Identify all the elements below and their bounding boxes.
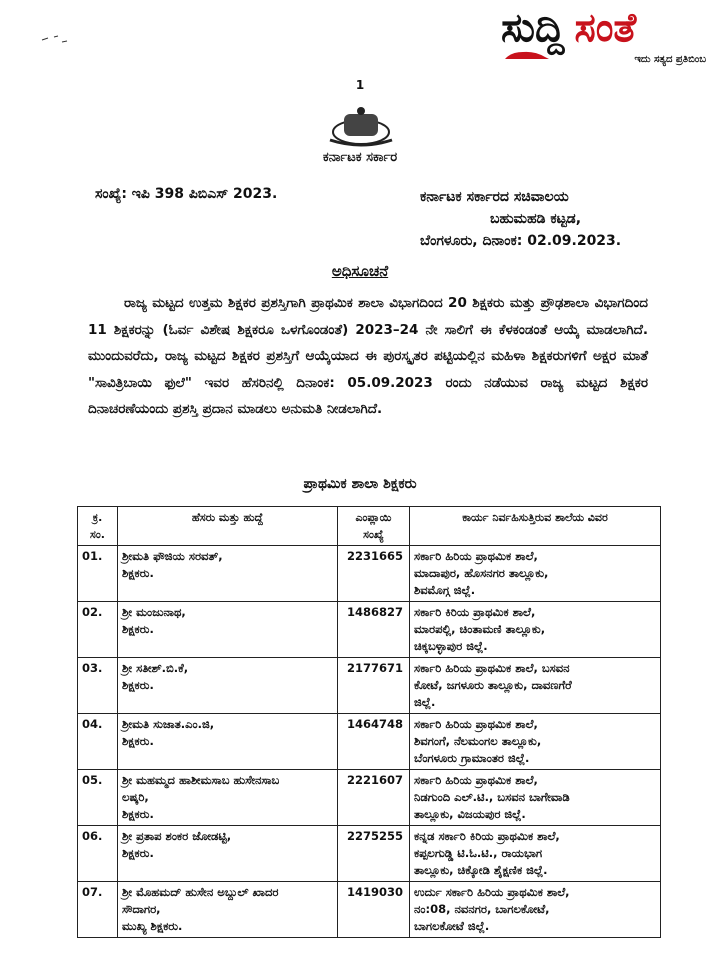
name-cell: ಶ್ರೀಮತಿ ಸುಜಾತ.ಎಂ.ಜಿ, ಶಿಕ್ಷಕರು.: [118, 714, 338, 770]
school-cell: ಸರ್ಕಾರಿ ಕಿರಿಯ ಪ್ರಾಥಮಿಕ ಶಾಲೆ, ಮಾರಪಲ್ಲಿ, ಚಿಂತಾಮಣಿ ತಾಲ್ಲೂಕು, ಚಿಕ್ಕಬಳ್ಳಾಪುರ ಜಿಲ್ಲೆ.: [410, 602, 661, 658]
serial-cell: 07.: [78, 882, 118, 938]
table-row: [78, 602, 661, 658]
office-address: [420, 186, 621, 252]
name-cell: ಶ್ರೀ ಮಹಮ್ಮದ ಹಾಶೀಮಸಾಬ ಹುಸೇನಸಾಬ ಲಷ್ಕರಿ, ಶಿಕ್ಷಕರು.: [118, 770, 338, 826]
employee-no-cell: 2275255: [338, 826, 410, 882]
reference-number: ಸಂಖ್ಯೆ: ಇಪಿ 398 ಪಿಬಿಎಸ್ 2023.: [95, 186, 278, 202]
name-cell: ಶ್ರೀ ಪ್ರತಾಪ ಶಂಕರ ಜೋಡಟ್ಟಿ, ಶಿಕ್ಷಕರು.: [118, 826, 338, 882]
table-row: [78, 658, 661, 714]
logo-part1: ಸುದ್ದಿ: [501, 5, 565, 51]
office-line3: ಬೆಂಗಳೂರು, ದಿನಾಂಕ: 02.09.2023.: [420, 233, 622, 249]
school-cell: ಸರ್ಕಾರಿ ಹಿರಿಯ ಪ್ರಾಥಮಿಕ ಶಾಲೆ, ಶಿವಗಂಗೆ, ನೆಲಮಂಗಲ ತಾಲ್ಲೂಕು, ಬೆಂಗಳೂರು ಗ್ರಾಮಾಂತರ ಜಿಲ್ಲೆ.: [410, 714, 661, 770]
school-cell: ಸರ್ಕಾರಿ ಹಿರಿಯ ಪ್ರಾಥಮಿಕ ಶಾಲೆ, ಮಾದಾಪುರ, ಹೊಸನಗರ ತಾಲ್ಲೂಕು, ಶಿವಮೊಗ್ಗ ಜಿಲ್ಲೆ.: [410, 546, 661, 602]
serial-cell: 03.: [78, 658, 118, 714]
office-line2: ಬಹುಮಹಡಿ ಕಟ್ಟಡ,: [490, 211, 582, 227]
page-number: 1: [355, 78, 365, 92]
school-cell: ಉರ್ದು ಸರ್ಕಾರಿ ಹಿರಿಯ ಪ್ರಾಥಮಿಕ ಶಾಲೆ, ನಂ:08, ನವನಗರ, ಬಾಗಲಕೋಟೆ, ಬಾಗಲಕೋಟೆ ಜಿಲ್ಲೆ.: [410, 882, 661, 938]
employee-no-cell: 1419030: [338, 882, 410, 938]
state-emblem-icon: [326, 106, 396, 148]
table-row: [78, 546, 661, 602]
brand-logo: [501, 6, 706, 82]
car-icon: [501, 48, 553, 62]
notice-title: ಅಧಿಸೂಚನೆ: [331, 262, 389, 280]
header-serial: ಕ್ರ. ಸಂ.: [78, 507, 118, 546]
employee-no-cell: 1486827: [338, 602, 410, 658]
name-cell: ಶ್ರೀ ಮೊಹಮದ್ ಹುಸೇನ ಅಬ್ದುಲ್ ಖಾದರ ಸೌದಾಗರ, ಮುಖ್ಯ ಶಿಕ್ಷಕರು.: [118, 882, 338, 938]
name-cell: ಶ್ರೀ ಸತೀಶ್.ಬಿ.ಕೆ, ಶಿಕ್ಷಕರು.: [118, 658, 338, 714]
school-cell: ಸರ್ಕಾರಿ ಹಿರಿಯ ಪ್ರಾಥಮಿಕ ಶಾಲೆ, ನಿಡಗುಂದಿ ಎಲ್.ಟಿ., ಬಸವನ ಬಾಗೇವಾಡಿ ತಾಲ್ಲೂಕು, ವಿಜಯಪುರ ಜಿಲ್ಲೆ.: [410, 770, 661, 826]
serial-cell: 04.: [78, 714, 118, 770]
table-title: ಪ್ರಾಥಮಿಕ ಶಾಲಾ ಶಿಕ್ಷಕರು: [303, 476, 417, 492]
employee-no-cell: 2221607: [338, 770, 410, 826]
logo-tagline: ಇದು ಸತ್ಯದ ಪ್ರತಿಬಿಂಬ: [634, 54, 706, 65]
table-row: [78, 770, 661, 826]
school-cell: ಕನ್ನಡ ಸರ್ಕಾರಿ ಕಿರಿಯ ಪ್ರಾಥಮಿಕ ಶಾಲೆ, ಕಪ್ಪಲಗುಡ್ಡಿ ಟಿ.ಓ.ಟಿ., ರಾಯಭಾಗ ತಾಲ್ಲೂಕು, ಚಿಕ್ಕೋಡಿ ಶೈಕ್ಷಣಿಕ ಜಿಲ್ಲೆ.: [410, 826, 661, 882]
serial-cell: 02.: [78, 602, 118, 658]
pen-mark-icon: [40, 34, 70, 46]
header-employee-no: ಎಂಪ್ಲಾಯಿ ಸಂಖ್ಯೆ: [338, 507, 410, 546]
serial-cell: 05.: [78, 770, 118, 826]
employee-no-cell: 2231665: [338, 546, 410, 602]
office-line1: ಕರ್ನಾಟಕ ಸರ್ಕಾರದ ಸಚಿವಾಲಯ: [420, 189, 569, 205]
employee-no-cell: 2177671: [338, 658, 410, 714]
logo-part2: ಸಂತೆ: [574, 5, 637, 51]
name-cell: ಶ್ರೀಮತಿ ಫೌಜಿಯ ಸರವತ್, ಶಿಕ್ಷಕರು.: [118, 546, 338, 602]
table-row: [78, 882, 661, 938]
header-name: ಹೆಸರು ಮತ್ತು ಹುದ್ದೆ: [118, 507, 338, 546]
government-heading: ಕರ್ನಾಟಕ ಸರ್ಕಾರ: [322, 150, 398, 165]
serial-cell: 01.: [78, 546, 118, 602]
school-cell: ಸರ್ಕಾರಿ ಹಿರಿಯ ಪ್ರಾಥಮಿಕ ಶಾಲೆ, ಬಸವನ ಕೋಟೆ, ಜಗಳೂರು ತಾಲ್ಲೂಕು, ದಾವಣಗೆರೆ ಜಿಲ್ಲೆ.: [410, 658, 661, 714]
serial-cell: 06.: [78, 826, 118, 882]
notice-paragraph: ರಾಜ್ಯ ಮಟ್ಟದ ಉತ್ತಮ ಶಿಕ್ಷಕರ ಪ್ರಶಸ್ತಿಗಾಗಿ ಪ್ರಾಥಮಿಕ ಶಾಲಾ ವಿಭಾಗದಿಂದ 20 ಶಿಕ್ಷಕರು ಮತ್ತು ಪ್ರೌಢಶಾಲಾ ವಿಭಾಗದಿಂದ 11 ಶಿಕ್ಷಕರನ್ನು (ಓರ್ವ ವಿಶೇಷ ಶಿಕ್ಷಕರೂ ಒಳಗೊಂಡಂತೆ) 2023–24 ನೇ ಸಾಲಿಗೆ ಈ ಕೆಳಕಂಡಂತೆ ಆಯ್ಕೆ ಮಾಡಲಾಗಿದೆ. ಮುಂದುವರೆದು, ರಾಜ್ಯ ಮಟ್ಟದ ಶಿಕ್ಷಕರ ಪ್ರಶಸ್ತಿಗೆ ಆಯ್ಕೆಯಾದ ಈ ಪುರಸ್ಕೃತರ ಪಟ್ಟಿಯಲ್ಲಿನ ಮಹಿಳಾ ಶಿಕ್ಷಕರುಗಳಿಗೆ ಅಕ್ಷರ ಮಾತೆ "ಸಾವಿತ್ರಿಬಾಯಿ ಫುಲೆ" ಇವರ ಹೆಸರಿನಲ್ಲಿ ದಿನಾಂಕ: 05.09.2023 ರಂದು ನಡೆಯುವ ರಾಜ್ಯ ಮಟ್ಟದ ಶಿಕ್ಷಕರ ದಿನಾಚರಣೆಯಂದು ಪ್ರಶಸ್ತಿ ಪ್ರದಾನ ಮಾಡಲು ಅನುಮತಿ ನೀಡಲಾಗಿದೆ.: [88, 295, 648, 417]
name-cell: ಶ್ರೀ ಮಂಜುನಾಥ, ಶಿಕ್ಷಕರು.: [118, 602, 338, 658]
table-header-row: [78, 507, 661, 546]
teachers-table: [77, 506, 661, 938]
employee-no-cell: 1464748: [338, 714, 410, 770]
header-school: ಕಾರ್ಯ ನಿರ್ವಹಿಸುತ್ತಿರುವ ಶಾಲೆಯ ವಿವರ: [410, 507, 661, 546]
table-row: [78, 714, 661, 770]
table-row: [78, 826, 661, 882]
